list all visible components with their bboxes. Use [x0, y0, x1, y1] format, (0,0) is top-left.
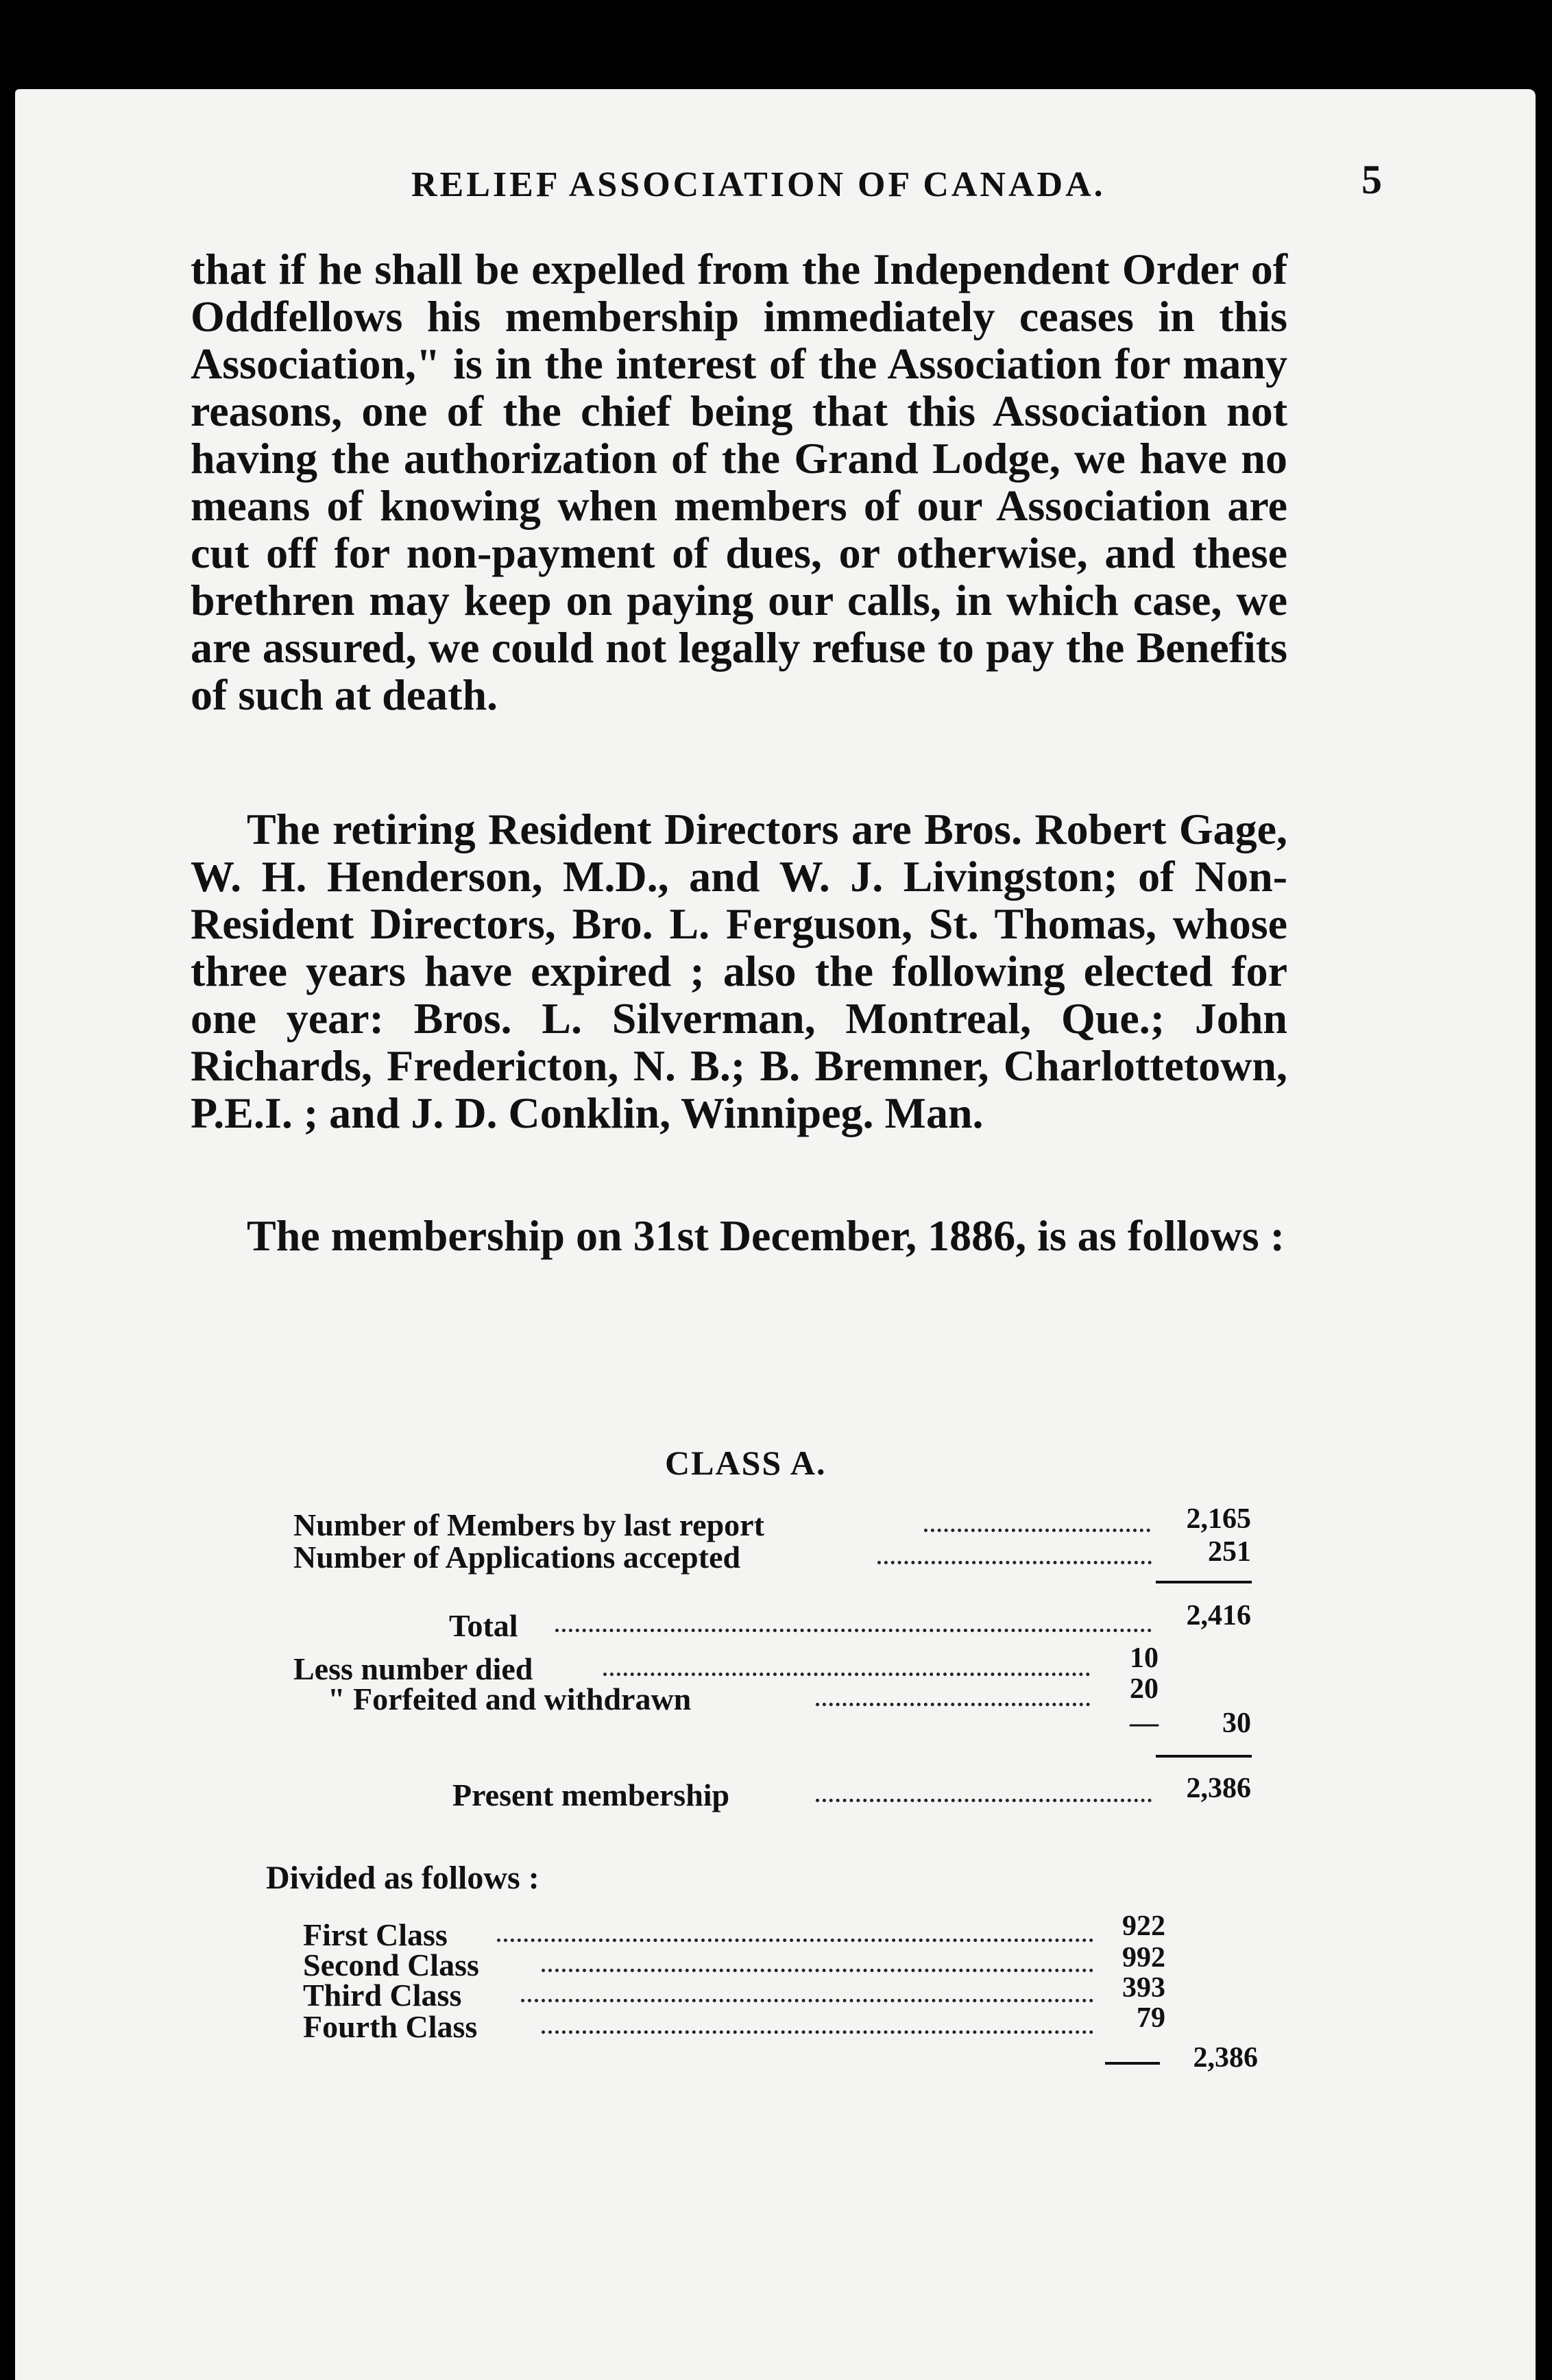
page-number: 5: [1361, 157, 1382, 202]
subtotal-dash: —: [1130, 1708, 1159, 1739]
row-total-label: Total: [449, 1608, 518, 1643]
divided-heading: Divided as follows :: [266, 1860, 539, 1896]
row-last-report-value: 2,165: [1186, 1503, 1251, 1535]
dot-leader: [542, 2026, 1093, 2034]
row-first-class-value: 922: [1122, 1910, 1165, 1942]
row-accepted-value: 251: [1208, 1536, 1251, 1568]
sum-rule: [1105, 2062, 1160, 2065]
dot-leader: [555, 1625, 1152, 1632]
running-title: RELIEF ASSOCIATION OF CANADA.: [411, 165, 1106, 204]
dot-leader: [877, 1557, 1152, 1564]
dot-leader: [816, 1795, 1152, 1802]
row-present-label: Present membership: [452, 1777, 730, 1812]
dot-leader: [521, 1995, 1093, 2002]
paragraph-directors: The retiring Resident Directors are Bros. Robert Gage, W. H. Henderson, M.D., and W. J. Livingston; of Non-Resident Directors, Bro. L. Ferguson, St. Thomas, whose three years have expired ; also the following elected for one year: Bros. L. Silverman, Montreal, Que.; John Richards, Fredericton, N. B.; B. Bremner, Charlottetown, P.E.I. ; and J. D. Conklin, Winnipeg. Man.: [191, 805, 1287, 1137]
dot-leader: [542, 1965, 1093, 1972]
dot-leader: [603, 1668, 1090, 1676]
paragraph-expulsion: that if he shall be expelled from the Independent Order of Oddfellows his membership immediately ceases in this Association," is in the interest of the Association for many reasons, one of the chief being that this Association not having the authorization of the Grand Lodge, we have no means of knowing when members of our Association are cut off for non-payment of dues, or otherwise, and these brethren may keep on paying our calls, in which case, we are assured, we could not legally refuse to pay the Benefits of such at death.: [191, 245, 1287, 719]
row-fourth-class-value: 79: [1137, 2002, 1165, 2034]
dot-leader: [924, 1525, 1150, 1532]
row-forfeited-label: " Forfeited and withdrawn: [328, 1681, 692, 1716]
dot-leader: [816, 1699, 1090, 1706]
row-third-class-value: 393: [1122, 1972, 1165, 2004]
row-classes-total-value: 2,386: [1193, 2042, 1258, 2074]
row-total-value: 2,416: [1186, 1600, 1251, 1631]
class-a-heading: CLASS A.: [665, 1444, 827, 1482]
row-forfeited-value: 20: [1130, 1673, 1159, 1705]
row-died-value: 10: [1130, 1642, 1159, 1674]
row-third-class-label: Third Class: [303, 1978, 462, 2013]
row-second-class-value: 992: [1122, 1942, 1165, 1974]
page-header: [0, 157, 1552, 219]
row-second-class-label: Second Class: [303, 1947, 479, 1982]
row-fourth-class-label: Fourth Class: [303, 2009, 478, 2044]
row-less-total-value: 30: [1222, 1708, 1251, 1739]
sum-rule: [1156, 1581, 1252, 1583]
row-last-report-label: Number of Members by last report: [293, 1507, 764, 1542]
row-present-value: 2,386: [1186, 1773, 1251, 1804]
paragraph-membership: The membership on 31st December, 1886, is as follows :: [247, 1211, 1285, 1260]
row-accepted-label: Number of Applications accepted: [293, 1540, 741, 1575]
row-first-class-label: First Class: [303, 1917, 448, 1952]
row-died-label: Less number died: [293, 1651, 533, 1686]
dot-leader: [497, 1934, 1093, 1942]
sum-rule: [1156, 1755, 1252, 1758]
